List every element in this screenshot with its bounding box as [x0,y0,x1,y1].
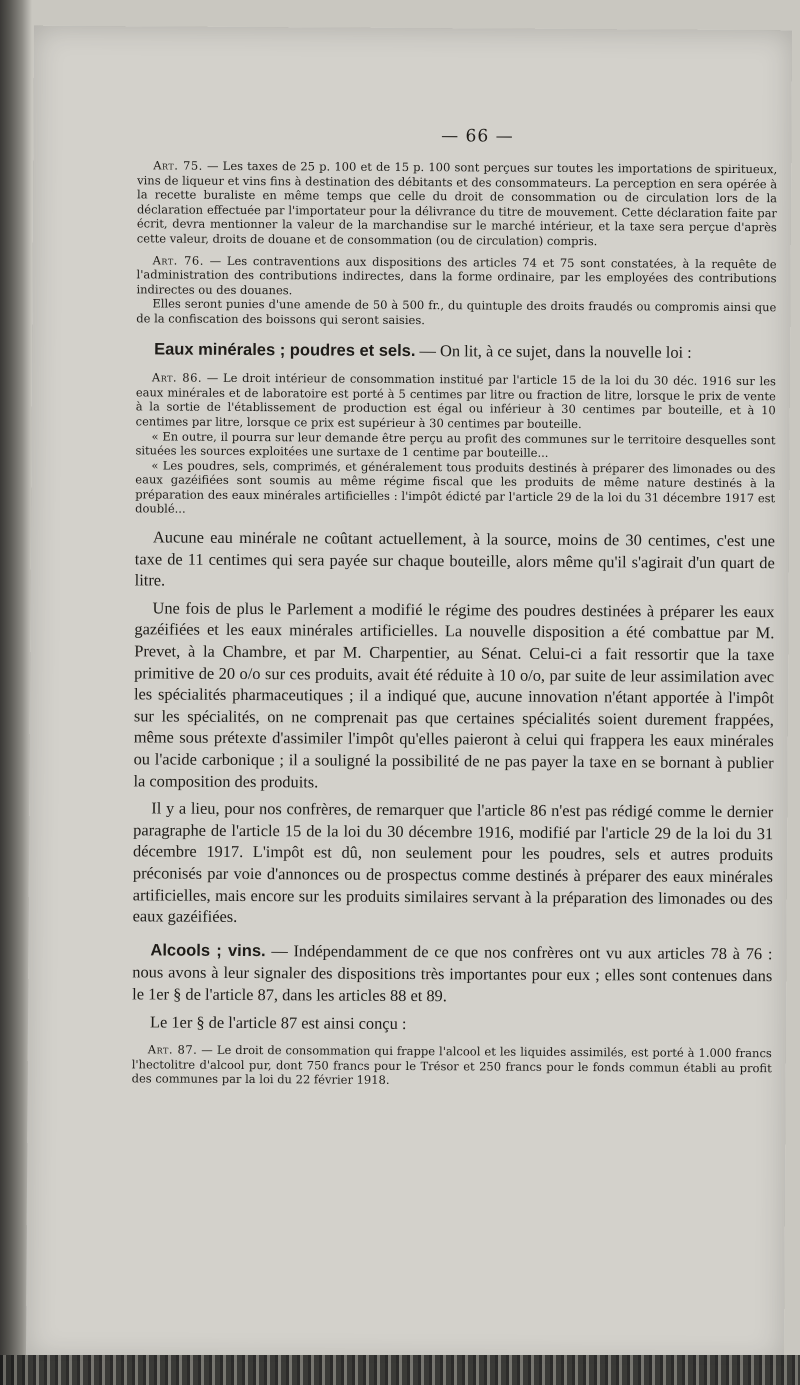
article-76 [136,253,776,301]
article-75-text: — Les taxes de 25 p. 100 et de 15 p. 100 sont perçues sur toutes les importations de spiritueux, vins de liqueur et vins fins à destination des débitants et des consommateurs. La perception en sera opérée à la recette buraliste en même temps que celle du droit de consommation ou de circulation lors de la déclaration effectuée par l'importateur pour la délivrance du titre de mouvement. Cette déclaration faite par écrit, devra mentionner la valeur de la marchandise sur le marché intérieur, et la taxe sera perçue d'après cette valeur, droits de douane et de consommation (ou de circulation) compris. [136,158,778,249]
section-alcohols [132,939,772,1009]
article-86-text: — Le droit intérieur de consommation institué par l'article 15 de la loi du 30 déc. 1916 sur les eaux minérales et de laboratoire est porté à 5 centimes par litre ou fraction de litre, lorsque le prix de vente à la sortie de l'établissement de production est égal ou inférieur à 30 centimes par bouteille, et à 10 centimes par litre, lorsque ce prix est supérieur à 30 centimes par bouteille. [135,370,776,431]
article-86-label: Art. 86. [151,370,203,385]
section-alcohols-heading: Alcools ; vins. [150,941,266,960]
article-75-label: Art. 75. [153,158,203,173]
article-76-penalties: Elles seront punies d'une amende de 50 à 500 fr., du quintuple des droits fraudés ou compromis ainsi que de la confiscation des boissons qui seront saisies. [136,296,777,328]
section-alcohols-intro: — Indépendamment de ce que nos confrères ont vu aux articles 78 à 76 : nous avons à leur signaler des dispositions très importantes pour eux ; elles sont contenues dans le 1er § de l'article 87, dans les articles 88 et 89. [132,940,773,1006]
scan-edge-noise [0,1355,800,1385]
article-87-label: Art. 87. [147,1042,198,1057]
commentary-paragraph-3: Il y a lieu, pour nos confrères, de remarquer que l'article 86 n'est pas rédigé comme le dernier paragraphe de l'article 15 de la loi du 30 décembre 1916, modifié par l'article 29 de la loi du 31 décembre 1917. L'impôt est dû, non seulement pour les poudres, sels et autres produits préconisés par voie d'annonces ou de prospectus comme destinés à préparer des eaux minérales artificielles, mais encore sur les produits similaires servant à la préparation des limonades ou des eaux gazéifiées. [132,798,774,927]
article-86 [136,370,776,432]
article-87-text: — Le droit de consommation qui frappe l'alcool et les liquides assimilés, est porté à 1.000 francs l'hectolitre d'alcool pur, dont 750 francs pour le Trésor et 250 francs pour le fonds commun établi au profit des communes par la loi du 22 février 1918. [131,1042,772,1088]
section-mineral-waters [136,338,776,365]
article-86-surtax: « En outre, il pourra sur leur demande être perçu au profit des communes sur le territoire desquelles sont situées les sources exploitées une surtaxe de 1 centime par bouteille... [135,428,776,460]
page-number: — 66 — [441,126,514,147]
article-87 [132,1042,772,1090]
article-76-label: Art. 76. [152,252,204,268]
commentary-paragraph-1: Aucune eau minérale ne coûtant actuellement, à la source, moins de 30 centimes, c'est une taxe de 11 centimes qui sera payée sur chaque bouteille, alors même qu'il s'agirait d'un quart de litre. [134,527,776,590]
section-mineral-waters-heading: Eaux minérales ; poudres et sels. [154,339,416,360]
book-page [26,26,792,1366]
page-content [132,124,778,1090]
section-mineral-waters-intro: — On lit, à ce sujet, dans la nouvelle loi : [415,340,692,362]
commentary-paragraph-2: Une fois de plus le Parlement a modifié le régime des poudres destinées à préparer les eaux gazéifiées et les eaux minérales artificielles. La nouvelle disposition a été combattue par M. Prevet, à la Chambre, et par M. Charpentier, au Sénat. Celui-ci a fait ressortir que la taxe primitive de 20 o/o sur ces produits, avait été réduite à 10 o/o, par suite de leur assimilation avec les spécialités pharmaceutiques ; il a indiqué que, aucune innovation n'étant apportée à l'impôt sur les spécialités, on ne comprenait pas que certaines spécialités soient durement frappées, même sous prétexte d'assimiler l'impôt qu'elles paieront à celui qui frappera les eaux minérales ou l'acide carbonique ; il a souligné la possibilité de ne pas payer la taxe en se bornant à publier la composition des produits. [133,598,775,792]
article-76-text: — Les contraventions aux dispositions des articles 74 et 75 sont constatées, à la requête de l'administration des contributions indirectes, dans la forme ordinaire, par les employées des contributions indirectes ou des douanes. [136,253,777,298]
article-87-lead: Le 1er § de l'article 87 est ainsi conçu : [149,1011,407,1033]
article-86-powders: « Les poudres, sels, comprimés, et généralement tous produits destinés à préparer des limonades ou des eaux gazéifiées sont soumis au même régime fiscal que les produits de même nature destinés à la préparation des eaux minérales artificielles : l'impôt édicté par l'article 29 de la loi du 31 décembre 1917 est doublé... [135,458,776,517]
article-75 [137,158,778,249]
